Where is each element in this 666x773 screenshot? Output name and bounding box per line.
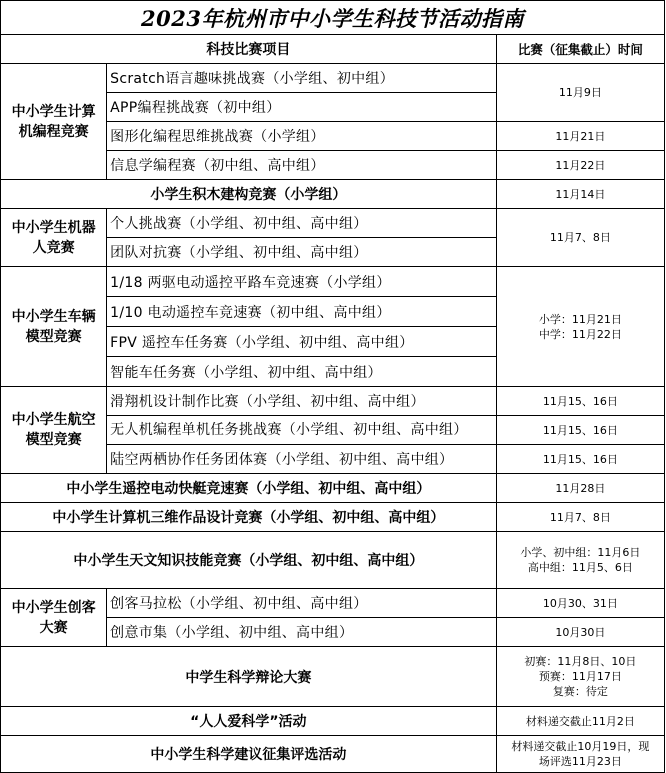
competition-robot-individual: 个人挑战赛（小学组、初中组、高中组） <box>107 209 497 238</box>
time-boat: 11月28日 <box>496 474 664 503</box>
time-debate-line1: 初赛：11月8日、10日 <box>524 655 637 668</box>
category-maker: 中小学生创客大赛 <box>1 589 107 647</box>
category-vehicle: 中小学生车辆模型竞赛 <box>1 267 107 387</box>
time-graphical: 11月21日 <box>496 122 664 151</box>
time-vehicle <box>496 267 664 387</box>
time-suggestion-line1: 材料递交截止10月19日，现 <box>511 740 650 753</box>
time-vehicle-primary: 小学：11月21日 <box>538 312 622 326</box>
time-hackathon: 10月30、31日 <box>496 589 664 618</box>
time-vehicle-secondary: 中学：11月22日 <box>538 327 622 341</box>
competition-boat: 中小学生遥控电动快艇竞速赛（小学组、初中组、高中组） <box>1 474 497 503</box>
competition-debate: 中学生科学辩论大赛 <box>1 647 497 707</box>
time-astronomy <box>496 532 664 589</box>
competition-vehicle-fpv: FPV 遥控车任务赛（小学组、初中组、高中组） <box>107 327 497 357</box>
time-glider: 11月15、16日 <box>496 387 664 416</box>
time-blocks: 11月14日 <box>496 180 664 209</box>
competition-fair: 创意市集（小学组、初中组、高中组） <box>107 618 497 647</box>
category-robot: 中小学生机器人竞赛 <box>1 209 107 267</box>
competition-amphibious: 陆空两栖协作任务团体赛（小学组、初中组、高中组） <box>107 445 497 474</box>
time-debate-line2: 预赛：11月17日 <box>538 670 622 683</box>
competition-app: APP编程挑战赛（初中组） <box>107 93 497 122</box>
page-title: 2023年杭州市中小学生科技节活动指南 <box>1 1 665 35</box>
competition-drone: 无人机编程单机任务挑战赛（小学组、初中组、高中组） <box>107 416 497 445</box>
competition-scratch: Scratch语言趣味挑战赛（小学组、初中组） <box>107 64 497 93</box>
competition-glider: 滑翔机设计制作比赛（小学组、初中组、高中组） <box>107 387 497 416</box>
competition-astronomy: 中小学生天文知识技能竞赛（小学组、初中组、高中组） <box>1 532 497 589</box>
time-informatics: 11月22日 <box>496 151 664 180</box>
competition-3d: 中小学生计算机三维作品设计竞赛（小学组、初中组、高中组） <box>1 503 497 532</box>
competition-vehicle-110: 1/10 电动遥控车竞速赛（初中组、高中组） <box>107 297 497 327</box>
category-computer-programming: 中小学生计算机编程竞赛 <box>1 64 107 180</box>
time-amphibious: 11月15、16日 <box>496 445 664 474</box>
time-3d: 11月7、8日 <box>496 503 664 532</box>
time-robot: 11月7、8日 <box>496 209 664 267</box>
activity-suggestion: 中小学生科学建议征集评选活动 <box>1 736 497 773</box>
competition-robot-team: 团队对抗赛（小学组、初中组、高中组） <box>107 238 497 267</box>
competition-graphical: 图形化编程思维挑战赛（小学组） <box>107 122 497 151</box>
competition-vehicle-smart: 智能车任务赛（小学组、初中组、高中组） <box>107 357 497 387</box>
time-fair: 10月30日 <box>496 618 664 647</box>
time-suggestion <box>496 736 664 773</box>
competition-hackathon: 创客马拉松（小学组、初中组、高中组） <box>107 589 497 618</box>
category-aviation: 中小学生航空模型竞赛 <box>1 387 107 474</box>
time-drone: 11月15、16日 <box>496 416 664 445</box>
time-debate-line3: 复赛：待定 <box>552 685 608 698</box>
competition-blocks: 小学生积木建构竞赛（小学组） <box>1 180 497 209</box>
activity-love-science: “人人爱科学”活动 <box>1 707 497 736</box>
competition-informatics: 信息学编程赛（初中组、高中组） <box>107 151 497 180</box>
time-scratch-app: 11月9日 <box>496 64 664 122</box>
header-project: 科技比赛项目 <box>1 35 497 64</box>
time-love-science: 材料递交截止11月2日 <box>496 707 664 736</box>
time-astronomy-line2: 高中组：11月5、6日 <box>527 561 633 574</box>
header-time: 比赛（征集截止）时间 <box>496 35 664 64</box>
time-suggestion-line2: 场评选11月23日 <box>538 755 622 768</box>
time-astronomy-line1: 小学、初中组：11月6日 <box>520 546 641 559</box>
competition-vehicle-118: 1/18 两驱电动遥控平路车竞速赛（小学组） <box>107 267 497 297</box>
time-debate <box>496 647 664 707</box>
